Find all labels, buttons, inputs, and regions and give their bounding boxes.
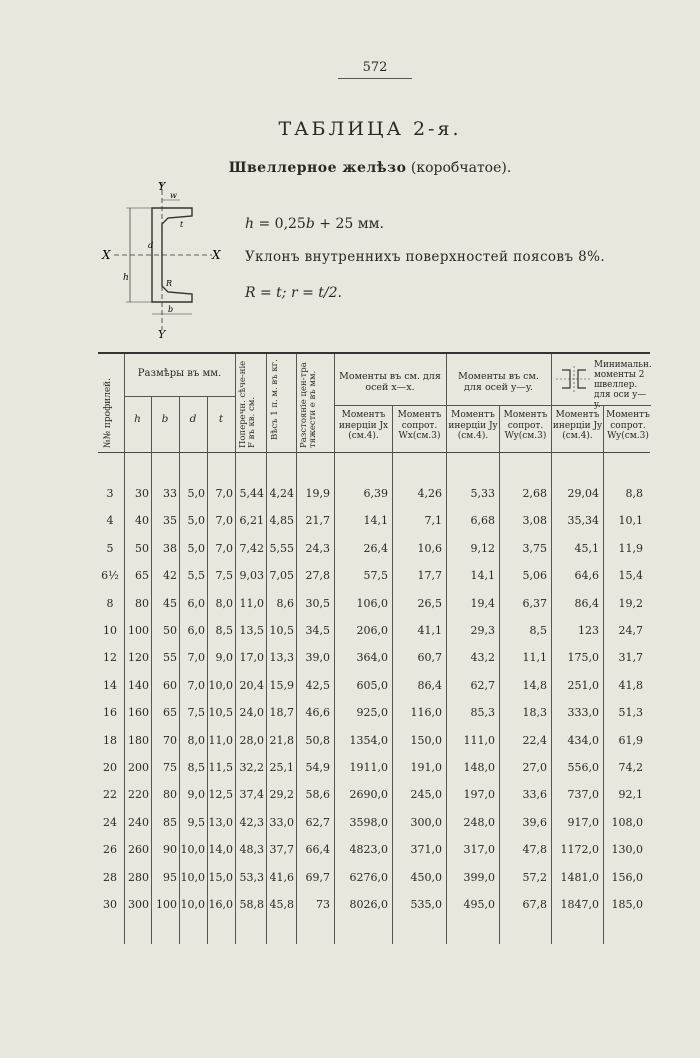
fig-label-h: h — [123, 273, 129, 283]
table-cell: 248,0 — [463, 815, 495, 829]
table-cell: 46,6 — [305, 706, 330, 720]
table-cell: 13,0 — [208, 815, 233, 829]
table-cell: 43,2 — [470, 651, 495, 665]
table-cell: 86,4 — [417, 678, 442, 692]
profile-number-cell: 12 — [103, 651, 117, 665]
table-cell: 5,0 — [187, 541, 205, 555]
table-cell: 35 — [163, 514, 177, 528]
table-cell: 10,0 — [208, 678, 233, 692]
table-cell: 100 — [128, 624, 149, 637]
table-cell: 21,8 — [269, 733, 294, 747]
table-cell: 150,0 — [410, 733, 442, 747]
table-cell: 280 — [128, 870, 149, 884]
table-cell: 9,12 — [470, 541, 495, 555]
table-cell: 66,4 — [305, 843, 330, 857]
table-cell: 32,2 — [239, 761, 264, 774]
table-cell: 95 — [163, 870, 177, 884]
header-weight: Вѣсъ 1 п. м. въ кг. — [270, 359, 280, 440]
table-cell: 47,8 — [522, 843, 547, 857]
table-cell: 17,0 — [239, 651, 264, 665]
header-profile-no: №№ профилей. — [103, 377, 113, 448]
table-cell: 3,08 — [522, 514, 547, 528]
table-cell: 74,2 — [618, 761, 643, 774]
table-cell: 60,7 — [417, 651, 442, 665]
table-cell: 100 — [156, 898, 177, 911]
table-cell: 17,7 — [417, 569, 442, 583]
table-cell: 5,55 — [269, 541, 294, 555]
table-cell: 42,5 — [305, 678, 330, 692]
table-cell: 535,0 — [410, 898, 442, 911]
table-cell: 41,8 — [618, 678, 643, 692]
fig-label-x-right: X — [212, 248, 221, 262]
table-cell: 6,0 — [187, 596, 205, 610]
table-cell: 300 — [128, 898, 149, 911]
table-cell: 37,4 — [239, 788, 264, 802]
table-cell: 57,2 — [522, 870, 547, 884]
table-cell: 6,37 — [522, 596, 547, 610]
table-cell: 450,0 — [410, 870, 442, 884]
table-cell: 10,5 — [208, 706, 233, 720]
table-cell: 62,7 — [305, 815, 330, 829]
table-cell: 1911,0 — [349, 761, 388, 774]
table-cell: 4,85 — [269, 514, 294, 528]
table-cell: 8,0 — [187, 733, 205, 747]
table-cell: 917,0 — [567, 815, 599, 829]
table-cell: 371,0 — [410, 843, 442, 857]
table-cell: 156,0 — [611, 870, 643, 884]
table-cell: 5,5 — [187, 569, 205, 583]
table-cell: 50,8 — [305, 733, 330, 747]
table-cell: 7,0 — [215, 487, 233, 500]
table-cell: 14,1 — [363, 514, 388, 528]
table-cell: 24,3 — [305, 541, 330, 555]
table-cell: 3598,0 — [349, 815, 388, 829]
table-cell: 92,1 — [618, 788, 643, 802]
table-cell: 6276,0 — [349, 870, 388, 884]
table-cell: 2690,0 — [349, 788, 388, 802]
table-cell: 15,9 — [269, 678, 294, 692]
table-cell: 8,8 — [625, 487, 643, 500]
table-cell: 57,5 — [363, 569, 388, 583]
table-cell: 40 — [135, 514, 149, 528]
table-cell: 1847,0 — [560, 898, 599, 911]
table-cell: 73 — [316, 898, 330, 911]
table-cell: 9,5 — [187, 815, 205, 829]
table-cell: 7,5 — [215, 569, 233, 583]
table-cell: 240 — [128, 815, 149, 829]
header-t: t — [218, 413, 224, 425]
table-cell: 21,7 — [305, 514, 330, 528]
table-cell: 7,0 — [187, 678, 205, 692]
header-resist-y: Моментъ сопрот. Wy(см.3) — [503, 410, 548, 442]
table-cell: 191,0 — [410, 761, 442, 774]
table-cell: 140 — [128, 678, 149, 692]
table-cell: 67,8 — [522, 898, 547, 911]
table-cell: 65 — [163, 706, 177, 720]
table-cell: 25,1 — [269, 761, 294, 774]
table-cell: 8,6 — [276, 596, 294, 610]
table-cell: 7,0 — [187, 651, 205, 665]
table-cell: 11,0 — [208, 733, 233, 747]
slope-note: Уклонъ внутреннихъ поверхностей поясовъ 8%. — [245, 249, 606, 265]
profile-number-cell: 14 — [103, 678, 117, 692]
table-cell: 19,9 — [305, 487, 330, 500]
header-area: Поперечн. сѣче-ніе F въ кв. см. — [238, 360, 258, 448]
fig-label-b: b — [168, 305, 174, 314]
table-cell: 4,24 — [269, 487, 294, 500]
table-cell: 41,6 — [269, 870, 294, 884]
table-cell: 5,44 — [239, 487, 264, 500]
double-channel-icon — [554, 366, 594, 392]
table-cell: 80 — [163, 788, 177, 802]
table-subtitle — [190, 160, 550, 176]
table-cell: 8026,0 — [349, 898, 388, 911]
table-cell: 58,8 — [239, 898, 264, 911]
table-cell: 45,8 — [269, 898, 294, 911]
page-number-rule — [338, 78, 412, 79]
table-cell: 260 — [128, 843, 149, 857]
table-cell: 206,0 — [356, 624, 388, 637]
table-cell: 5,06 — [522, 569, 547, 583]
table-cell: 364,0 — [356, 651, 388, 665]
col-line — [179, 397, 180, 944]
table-cell: 42,3 — [239, 815, 264, 829]
profile-number-cell: 6½ — [101, 569, 119, 583]
subtitle-bold: Швеллерное желѣзо — [228, 160, 407, 176]
header-min-mom: Минимальн. моменты 2 швеллер. для оси y—y. — [594, 360, 652, 411]
table-cell: 7,1 — [424, 514, 442, 528]
table-cell: 28,0 — [239, 733, 264, 747]
formula-r: R = t; r = t/2. — [245, 285, 342, 301]
profile-number-cell: 16 — [103, 706, 117, 720]
table-cell: 120 — [128, 651, 149, 665]
col-line — [151, 397, 152, 944]
table-cell: 64,6 — [574, 569, 599, 583]
table-cell: 69,7 — [305, 870, 330, 884]
table-cell: 6,39 — [363, 487, 388, 500]
table-cell: 220 — [128, 788, 149, 802]
table-cell: 14,8 — [522, 678, 547, 692]
table-cell: 19,2 — [618, 596, 643, 610]
table-cell: 1172,0 — [560, 843, 599, 857]
header-resist-x: Моментъ сопрот. Wx(см.3) — [397, 410, 442, 442]
table-cell: 29,04 — [567, 487, 599, 500]
table-cell: 35,34 — [567, 514, 599, 528]
profile-number-cell: 4 — [106, 514, 114, 528]
table-cell: 7,5 — [187, 706, 205, 720]
profile-number-cell: 5 — [106, 541, 114, 555]
table-cell: 15,0 — [208, 870, 233, 884]
table-cell: 50 — [135, 541, 149, 555]
table-cell: 18,7 — [269, 706, 294, 720]
fig-label-r: R — [166, 279, 173, 288]
table-cell: 16,0 — [208, 898, 233, 911]
table-cell: 245,0 — [410, 788, 442, 802]
table-cell: 90 — [163, 843, 177, 857]
table-cell: 20,4 — [239, 678, 264, 692]
table-cell: 33 — [163, 487, 177, 500]
header-dims: Размѣры въ мм. — [137, 368, 222, 379]
table-cell: 175,0 — [567, 651, 599, 665]
table-cell: 37,7 — [269, 843, 294, 857]
table-cell: 58,6 — [305, 788, 330, 802]
table-cell: 10,0 — [180, 870, 205, 884]
table-cell: 111,0 — [463, 733, 495, 747]
table-top-rule — [98, 352, 650, 354]
profile-number-cell: 22 — [103, 788, 117, 802]
formula-h-var: b — [305, 216, 315, 232]
table-cell: 434,0 — [567, 733, 599, 747]
table-cell: 11,9 — [618, 541, 643, 555]
fig-label-y-top: Y — [158, 180, 166, 193]
table-cell: 31,7 — [618, 651, 643, 665]
table-cell: 1481,0 — [560, 870, 599, 884]
table-cell: 26,4 — [363, 541, 388, 555]
table-cell: 48,3 — [239, 843, 264, 857]
profile-number-cell: 10 — [103, 624, 117, 637]
table-cell: 160 — [128, 706, 149, 720]
table-cell: 11,5 — [208, 761, 233, 774]
table-cell: 333,0 — [567, 706, 599, 720]
table-cell: 34,5 — [305, 624, 330, 637]
table-cell: 15,4 — [618, 569, 643, 583]
table-cell: 9,0 — [215, 651, 233, 665]
table-cell: 6,21 — [239, 514, 264, 528]
table-cell: 1354,0 — [349, 733, 388, 747]
dims-group-rule — [124, 396, 235, 397]
table-cell: 9,0 — [187, 788, 205, 802]
table-cell: 3,75 — [522, 541, 547, 555]
table-cell: 556,0 — [567, 761, 599, 774]
table-cell: 200 — [128, 761, 149, 774]
header-b: b — [161, 413, 169, 425]
profile-number-cell: 24 — [103, 815, 117, 829]
table-cell: 70 — [163, 733, 177, 747]
table-cell: 10,5 — [269, 624, 294, 637]
table-cell: 12,5 — [208, 788, 233, 802]
table-cell: 7,0 — [215, 541, 233, 555]
header-resist-y2: Моментъ сопрот. Wy(см.3) — [606, 410, 650, 442]
table-cell: 55 — [163, 651, 177, 665]
table-cell: 75 — [163, 761, 177, 774]
header-dist: Разстояніе цен-тра тяжести е въ мм. — [299, 362, 319, 448]
table-cell: 300,0 — [410, 815, 442, 829]
table-cell: 27,0 — [522, 761, 547, 774]
table-cell: 8,5 — [529, 624, 547, 637]
table-cell: 39,6 — [522, 815, 547, 829]
table-cell: 11,1 — [522, 651, 547, 665]
table-cell: 5,33 — [470, 487, 495, 500]
table-cell: 2,68 — [522, 487, 547, 500]
table-header-rule — [98, 452, 650, 453]
table-cell: 6,68 — [470, 514, 495, 528]
table-cell: 7,42 — [239, 541, 264, 555]
table-cell: 86,4 — [574, 596, 599, 610]
channel-section-figure — [100, 178, 230, 338]
table-cell: 85,3 — [470, 706, 495, 720]
table-cell: 251,0 — [567, 678, 599, 692]
table-cell: 8,5 — [215, 624, 233, 637]
table-cell: 399,0 — [463, 870, 495, 884]
table-cell: 495,0 — [463, 898, 495, 911]
table-cell: 38 — [163, 541, 177, 555]
table-cell: 8,5 — [187, 761, 205, 774]
subtitle-normal: (коробчатое). — [410, 160, 512, 176]
table-cell: 180 — [128, 733, 149, 747]
table-cell: 80 — [135, 596, 149, 610]
profile-number-cell: 30 — [103, 898, 117, 911]
table-cell: 33,6 — [522, 788, 547, 802]
table-cell: 605,0 — [356, 678, 388, 692]
table-cell: 737,0 — [567, 788, 599, 802]
page-number: 572 — [362, 60, 388, 75]
table-cell: 14,1 — [470, 569, 495, 583]
table-cell: 61,9 — [618, 733, 643, 747]
table-cell: 116,0 — [410, 706, 442, 720]
table-cell: 13,5 — [239, 624, 264, 637]
table-cell: 41,1 — [417, 624, 442, 637]
table-cell: 45,1 — [574, 541, 599, 555]
profile-number-cell: 28 — [103, 870, 117, 884]
table-cell: 30 — [135, 487, 149, 500]
table-cell: 10,1 — [618, 514, 643, 528]
table-cell: 7,05 — [269, 569, 294, 583]
table-cell: 6,0 — [187, 624, 205, 637]
table-cell: 5,0 — [187, 487, 205, 500]
table-cell: 26,5 — [417, 596, 442, 610]
table-cell: 7,0 — [215, 514, 233, 528]
header-mom-x: Моменты въ см. для осей x—x. — [339, 371, 441, 393]
table-cell: 10,0 — [180, 843, 205, 857]
header-h: h — [134, 413, 141, 425]
formula-h — [245, 216, 384, 232]
table-cell: 9,03 — [239, 569, 264, 583]
table-cell: 42 — [163, 569, 177, 583]
table-cell: 19,4 — [470, 596, 495, 610]
formula-h-lhs: h — [245, 216, 255, 232]
header-mom-y: Моменты въ см. для осей y—y. — [458, 371, 539, 393]
table-cell: 123 — [578, 624, 599, 637]
profile-number-cell: 20 — [103, 761, 117, 774]
table-cell: 106,0 — [356, 596, 388, 610]
table-cell: 24,0 — [239, 706, 264, 720]
table-cell: 4823,0 — [349, 843, 388, 857]
table-cell: 4,26 — [417, 487, 442, 500]
table-cell: 54,9 — [305, 761, 330, 774]
table-cell: 85 — [163, 815, 177, 829]
table-cell: 18,3 — [522, 706, 547, 720]
table-cell: 45 — [163, 596, 177, 610]
table-cell: 108,0 — [611, 815, 643, 829]
table-cell: 39,0 — [305, 651, 330, 665]
fig-label-d: d — [148, 241, 154, 250]
table-cell: 29,2 — [269, 788, 294, 802]
table-cell: 130,0 — [611, 843, 643, 857]
table-cell: 925,0 — [356, 706, 388, 720]
table-cell: 317,0 — [463, 843, 495, 857]
fig-label-y-bottom: Y — [158, 328, 166, 338]
col-line — [207, 397, 208, 944]
table-cell: 24,7 — [618, 624, 643, 637]
header-inertia-y2: Моментъ инерціи Jy (см.4). — [552, 410, 603, 442]
table-cell: 14,0 — [208, 843, 233, 857]
table-cell: 8,0 — [215, 596, 233, 610]
table-cell: 10,0 — [180, 898, 205, 911]
formula-h-eq: = 0,25 — [258, 216, 306, 232]
table-cell: 27,8 — [305, 569, 330, 583]
fig-label-w: w — [170, 191, 177, 200]
table-cell: 29,3 — [470, 624, 495, 637]
table-cell: 65 — [135, 569, 149, 583]
table-title: ТАБЛИЦА 2-я. — [278, 118, 462, 140]
table-cell: 50 — [163, 624, 177, 637]
fig-label-x-left: X — [102, 248, 111, 262]
table-cell: 13,3 — [269, 651, 294, 665]
table-cell: 60 — [163, 678, 177, 692]
table-cell: 30,5 — [305, 596, 330, 610]
profile-number-cell: 3 — [106, 487, 114, 500]
table-cell: 197,0 — [463, 788, 495, 802]
profile-number-cell: 8 — [106, 596, 114, 610]
table-cell: 185,0 — [611, 898, 643, 911]
fig-label-t: t — [180, 220, 184, 229]
table-cell: 33,0 — [269, 815, 294, 829]
header-inertia-y: Моментъ инерціи Jy (см.4). — [448, 410, 498, 442]
table-cell: 5,0 — [187, 514, 205, 528]
table-cell: 53,3 — [239, 870, 264, 884]
header-d: d — [189, 413, 197, 425]
profile-number-cell: 18 — [103, 733, 117, 747]
table-cell: 11,0 — [239, 596, 264, 610]
table-cell: 22,4 — [522, 733, 547, 747]
header-inertia-x: Моментъ инерціи Jx (см.4). — [338, 410, 389, 442]
table-cell: 51,3 — [618, 706, 643, 720]
formula-h-plus: + 25 мм. — [319, 216, 384, 232]
table-cell: 10,6 — [417, 541, 442, 555]
table-cell: 62,7 — [470, 678, 495, 692]
profile-number-cell: 26 — [103, 843, 117, 857]
table-cell: 148,0 — [463, 761, 495, 774]
